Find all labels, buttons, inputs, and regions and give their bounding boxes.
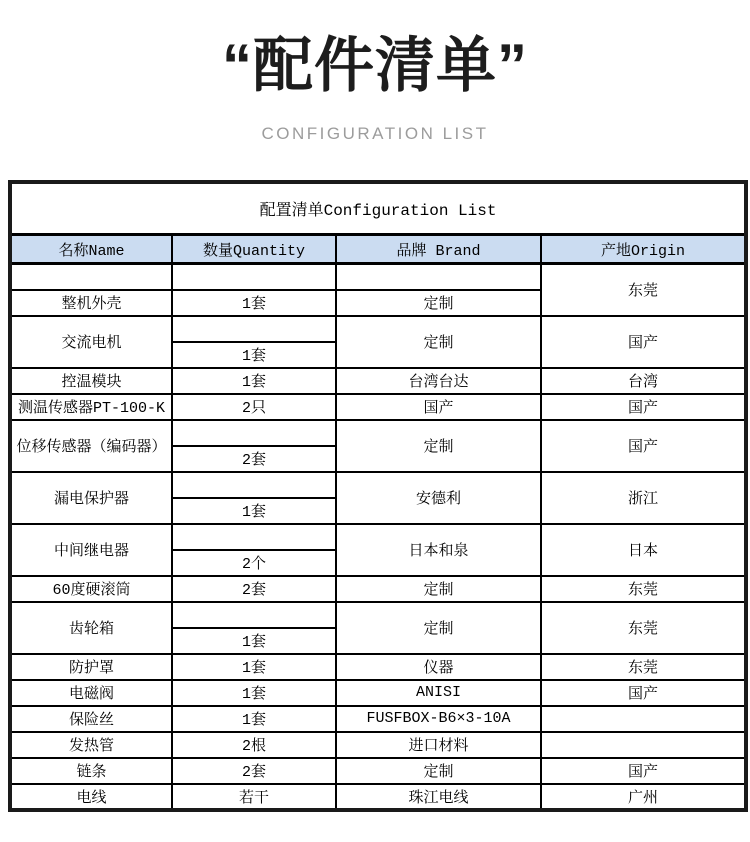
table-cell: 2根 — [172, 732, 336, 758]
table-cell: 定制 — [336, 576, 541, 602]
table-cell: 东莞 — [541, 602, 746, 654]
table-cell: 测温传感器PT-100-K — [10, 394, 172, 420]
table-row — [10, 472, 746, 498]
table-row — [10, 264, 746, 290]
table-cell — [172, 264, 336, 290]
table-row — [10, 602, 746, 628]
table-cell: 保险丝 — [10, 706, 172, 732]
page-subtitle: CONFIGURATION LIST — [261, 124, 489, 143]
table-cell: 东莞 — [541, 264, 746, 316]
table-cell: 漏电保护器 — [10, 472, 172, 524]
table-cell: 1套 — [172, 498, 336, 524]
table-cell: 1套 — [172, 680, 336, 706]
column-header-origin: 产地Origin — [541, 235, 746, 264]
table-row — [10, 524, 746, 550]
table-cell — [172, 472, 336, 498]
table-row — [10, 732, 746, 758]
table-cell: 整机外壳 — [10, 290, 172, 316]
table-cell: 安德利 — [336, 472, 541, 524]
table-row — [10, 394, 746, 420]
table-cell: FUSFBOX-B6×3-10A — [336, 706, 541, 732]
column-header-name: 名称Name — [10, 235, 172, 264]
table-cell: 仪器 — [336, 654, 541, 680]
table-row — [10, 654, 746, 680]
table-cell: 国产 — [541, 758, 746, 784]
table-cell: 国产 — [541, 420, 746, 472]
table-row — [10, 758, 746, 784]
table-cell: 进口材料 — [336, 732, 541, 758]
table-cell: 1套 — [172, 290, 336, 316]
table-header-row — [10, 235, 746, 264]
table-cell — [10, 264, 172, 290]
table-cell — [172, 602, 336, 628]
table-cell: 广州 — [541, 784, 746, 810]
table-cell — [336, 264, 541, 290]
config-table-body — [10, 264, 746, 810]
table-cell: 电线 — [10, 784, 172, 810]
table-cell: 国产 — [541, 394, 746, 420]
table-cell: 1套 — [172, 654, 336, 680]
table-cell: 珠江电线 — [336, 784, 541, 810]
table-row — [10, 680, 746, 706]
table-cell: 2只 — [172, 394, 336, 420]
table-cell: 浙江 — [541, 472, 746, 524]
table-row — [10, 316, 746, 342]
table-cell — [541, 706, 746, 732]
table-row — [10, 706, 746, 732]
table-cell — [172, 316, 336, 342]
table-cell: 定制 — [336, 420, 541, 472]
table-title: 配置清单Configuration List — [10, 182, 746, 235]
table-row — [10, 368, 746, 394]
table-cell: 2套 — [172, 758, 336, 784]
table-cell: 东莞 — [541, 654, 746, 680]
table-cell: 台湾台达 — [336, 368, 541, 394]
table-cell: ANISI — [336, 680, 541, 706]
table-cell: 1套 — [172, 628, 336, 654]
table-cell: 定制 — [336, 758, 541, 784]
table-cell: 国产 — [541, 316, 746, 368]
table-cell: 链条 — [10, 758, 172, 784]
table-row — [10, 576, 746, 602]
table-cell: 交流电机 — [10, 316, 172, 368]
table-cell: 1套 — [172, 368, 336, 394]
table-cell — [172, 524, 336, 550]
column-header-quantity: 数量Quantity — [172, 235, 336, 264]
table-cell: 位移传感器（编码器） — [10, 420, 172, 472]
table-cell: 若干 — [172, 784, 336, 810]
table-cell: 定制 — [336, 602, 541, 654]
table-cell — [172, 420, 336, 446]
table-cell: 控温模块 — [10, 368, 172, 394]
table-cell: 日本和泉 — [336, 524, 541, 576]
table-cell: 国产 — [336, 394, 541, 420]
page-title: “配件清单” — [222, 32, 528, 99]
table-row — [10, 420, 746, 446]
table-cell: 2个 — [172, 550, 336, 576]
table-cell: 1套 — [172, 342, 336, 368]
column-header-brand: 品牌 Brand — [336, 235, 541, 264]
table-cell: 1套 — [172, 706, 336, 732]
table-cell: 定制 — [336, 290, 541, 316]
table-cell — [541, 732, 746, 758]
table-row — [10, 784, 746, 810]
table-cell: 定制 — [336, 316, 541, 368]
table-cell: 中间继电器 — [10, 524, 172, 576]
table-cell: 60度硬滚筒 — [10, 576, 172, 602]
table-cell: 齿轮箱 — [10, 602, 172, 654]
table-cell: 发热管 — [10, 732, 172, 758]
table-cell: 2套 — [172, 576, 336, 602]
configuration-table — [8, 180, 748, 812]
table-cell: 东莞 — [541, 576, 746, 602]
table-cell: 2套 — [172, 446, 336, 472]
table-cell: 日本 — [541, 524, 746, 576]
table-cell: 防护罩 — [10, 654, 172, 680]
table-cell: 台湾 — [541, 368, 746, 394]
table-title-row — [10, 182, 746, 235]
table-cell: 国产 — [541, 680, 746, 706]
table-cell: 电磁阀 — [10, 680, 172, 706]
